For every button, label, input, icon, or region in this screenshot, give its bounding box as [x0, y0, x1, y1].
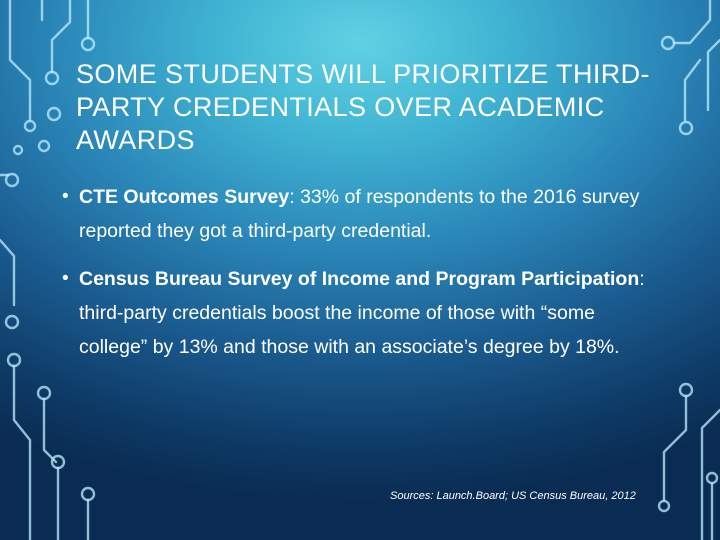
- bullet-text: : third-party credentials boost the income of those with “some college” by 13% and those with an associate’s degree by 18%.: [79, 268, 645, 358]
- slide-title: SOME STUDENTS WILL PRIORITIZE THIRD-PARTY CREDENTIALS OVER ACADEMIC AWARDS: [76, 59, 650, 155]
- bullet-text: : 33% of respondents to the 2016 survey reported they got a third-party credential.: [79, 186, 640, 242]
- bullet-term: CTE Outcomes Survey: [79, 186, 290, 208]
- sources-note: Sources: Launch.Board; US Census Bureau, 2012: [390, 490, 636, 502]
- bullet-item-cte-outcomes: [62, 180, 662, 248]
- bullet-list: [62, 180, 662, 378]
- bullet-item-census-survey: [62, 262, 662, 364]
- bullet-marker: •: [62, 268, 69, 289]
- bullet-term: Census Bureau Survey of Income and Program Participation: [79, 268, 640, 290]
- bullet-marker: •: [62, 186, 69, 207]
